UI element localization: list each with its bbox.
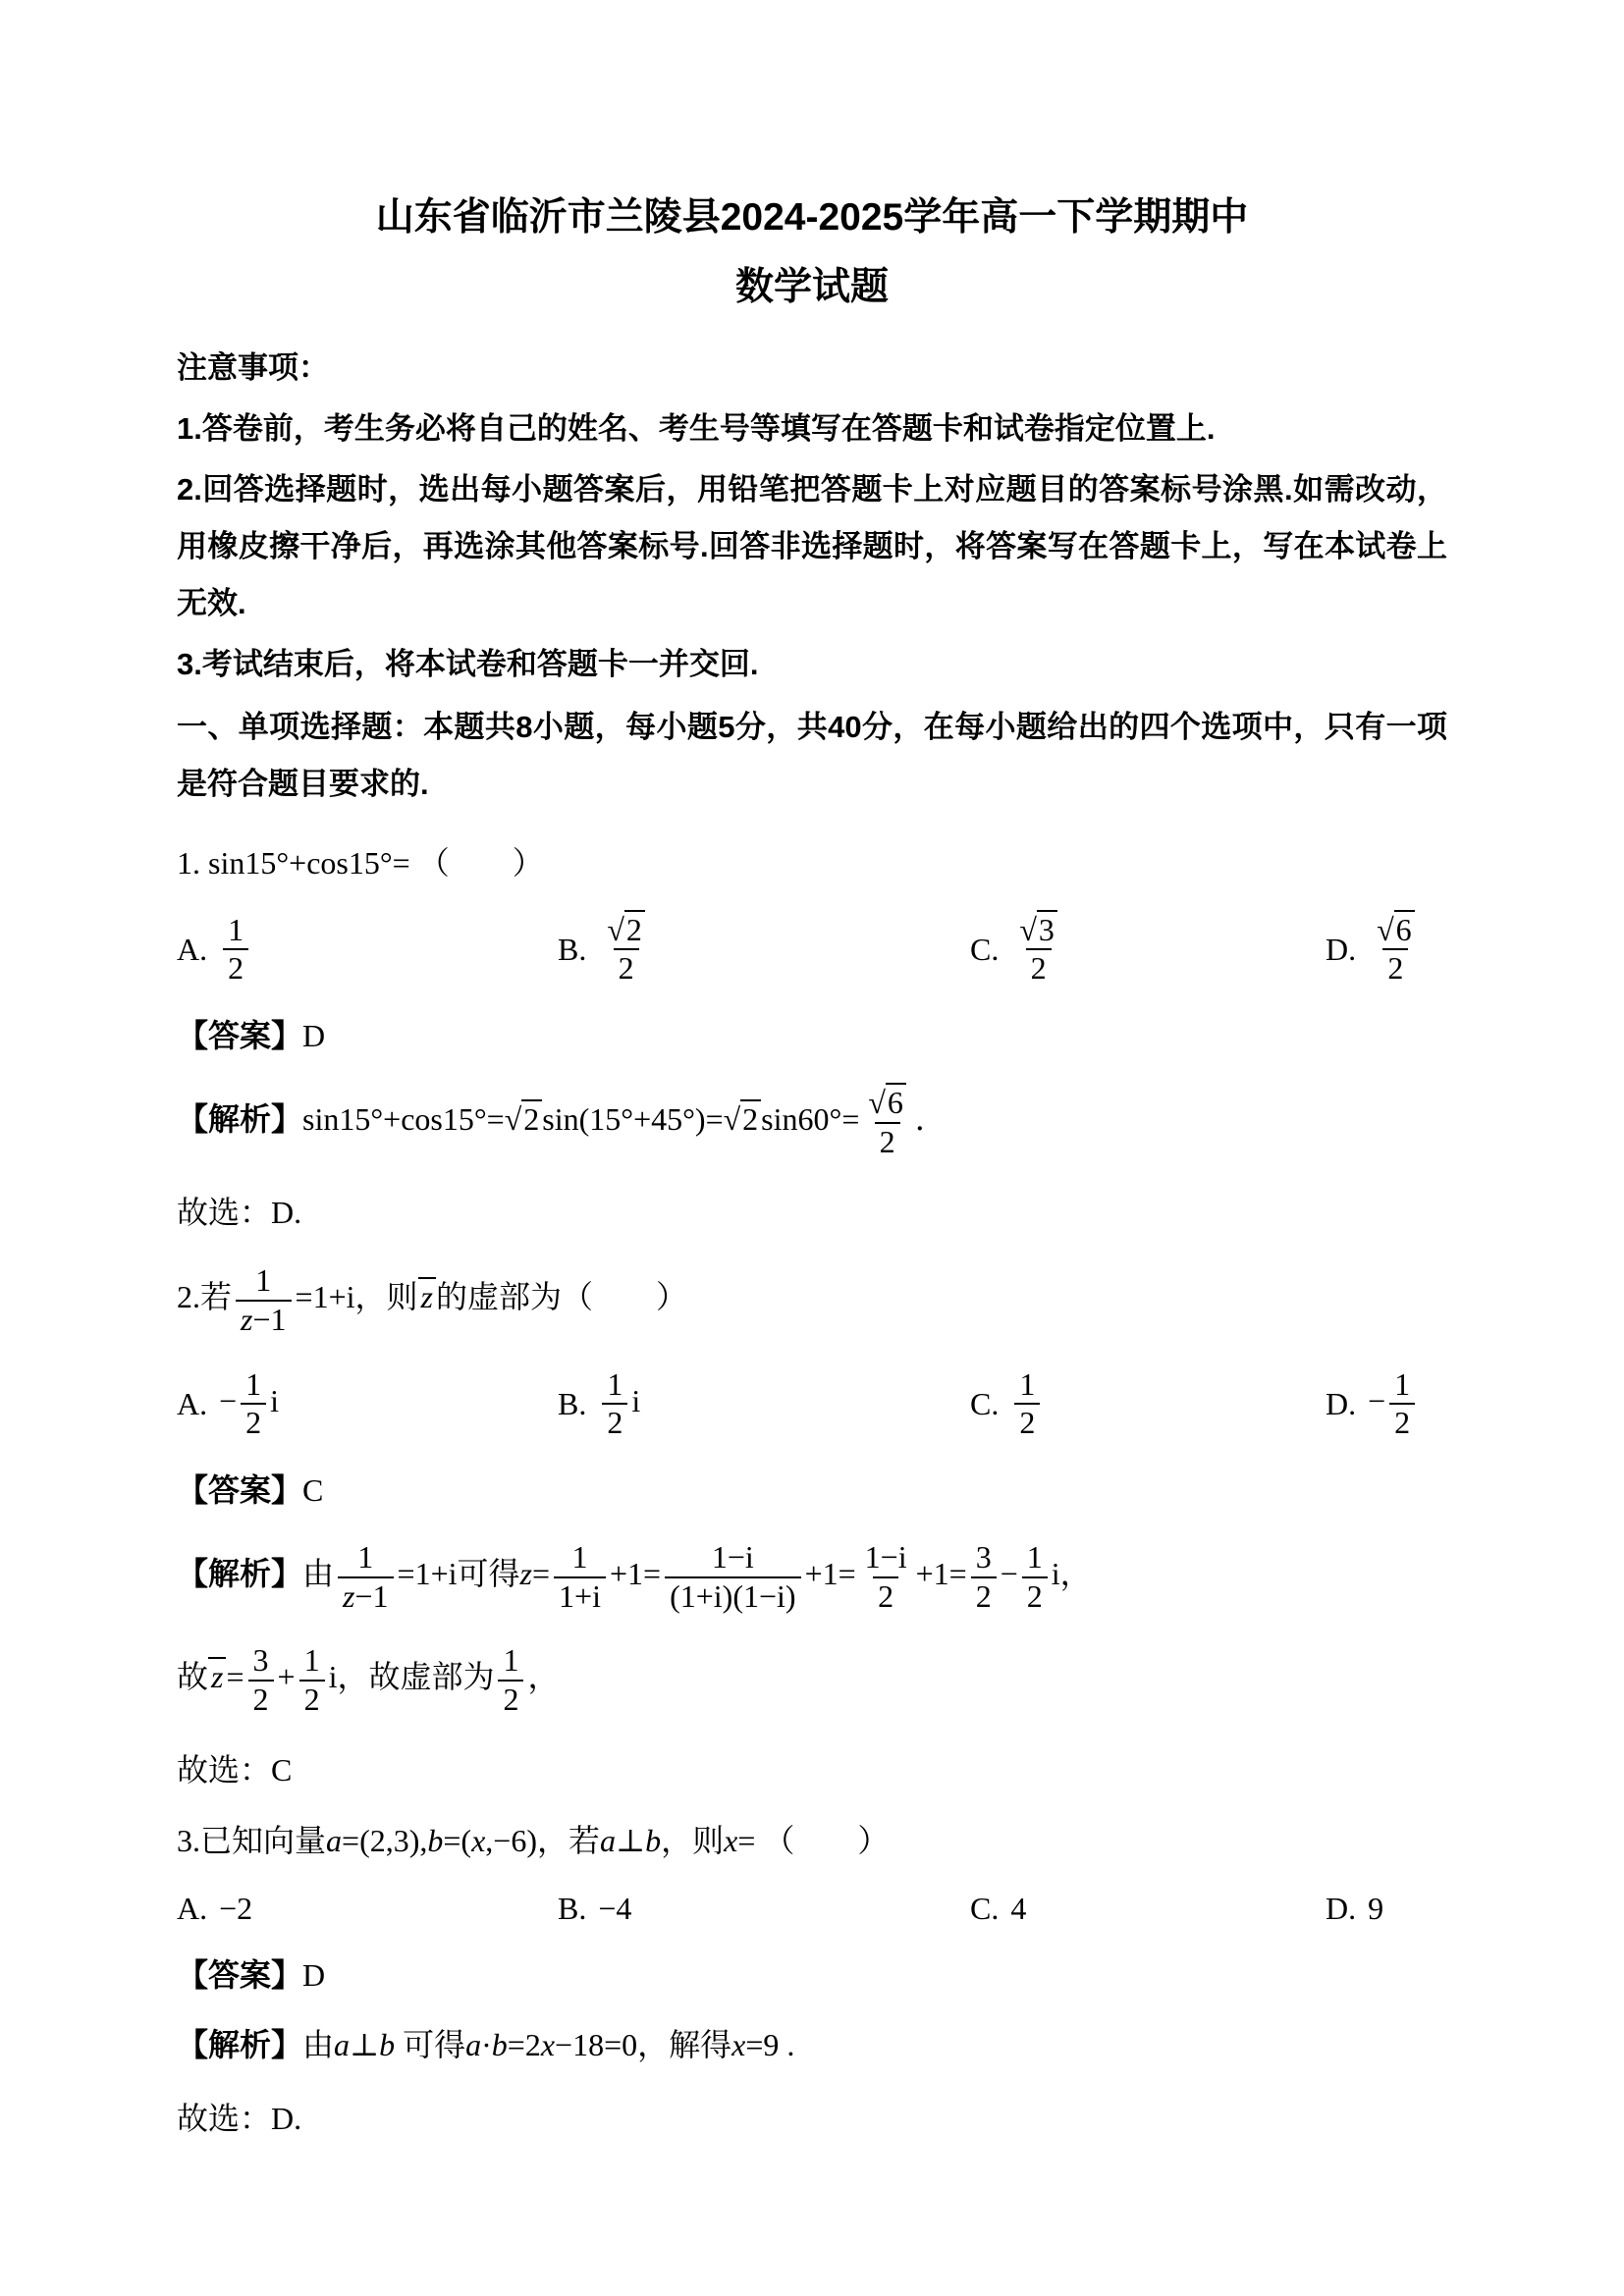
q2-option-a [177, 1366, 558, 1442]
section-heading: 一、单项选择题：本题共8小题，每小题5分，共40分，在每小题给出的四个选项中，只有一项是符合题目要求的. [177, 709, 1447, 801]
q2-analysis-tag: 【解析】 [177, 1555, 303, 1591]
fraction: $\frac{1}{2}$ [223, 914, 248, 986]
question-1-options [177, 912, 1447, 988]
q2-analysis-math: 由 $\frac{1}{z-1}$ =1+i可得z= $\frac{1}{1+i}$ +1= $\frac{1-i}{(1+i)(1-i)}$ +1= $\frac{1-i}{2}$ +1= $\frac{3}{2}$ − $\frac{1}{2}$ i， [302, 1539, 1092, 1614]
q3-option-d-label: D. [1326, 1890, 1357, 1926]
fraction: $\frac{1-i}{2}$ [864, 1539, 907, 1614]
question-2-conclusion: 故选：C [177, 1752, 293, 1789]
fraction: $\frac{1}{1+i}$ [554, 1541, 606, 1613]
question-1-analysis-line [177, 1085, 1447, 1160]
question-3 [177, 1820, 1447, 2139]
question-2 [177, 1262, 1447, 1790]
question-2-analysis-line [177, 1539, 1447, 1615]
q1-option-a-label: A. [177, 931, 208, 967]
q1-option-d-value [1368, 912, 1424, 988]
question-3-answer-line [177, 1954, 1447, 1997]
q3-option-c-label: C. [970, 1890, 1000, 1926]
sqrt-radical: √2 [505, 1099, 543, 1137]
q3-option-c [970, 1891, 1326, 1927]
fraction: $\frac{1-i}{(1+i)(1-i)}$ [665, 1541, 801, 1613]
q1-option-c-label: C. [970, 931, 1000, 967]
conjugate-overline: z [418, 1277, 436, 1315]
q1-option-d [1326, 912, 1447, 988]
q1-analysis-tag: 【解析】 [177, 1101, 303, 1138]
fraction: $\frac{3}{2}$ [971, 1541, 997, 1613]
question-3-analysis-line [177, 2024, 1447, 2066]
q3-option-d-value: 9 [1368, 1890, 1384, 1926]
q3-option-a-label: A. [177, 1890, 208, 1926]
q2-option-c [970, 1366, 1326, 1442]
q1-analysis-math: sin15°+cos15°=√2sin(15°+45°)=√2sin60°= $\frac{√6}{2}$ ． [302, 1085, 947, 1159]
q1-option-a-value [219, 912, 252, 988]
q3-answer-value: D [302, 1956, 326, 1993]
q2-option-d [1326, 1366, 1447, 1442]
q3-analysis-math: 由a⊥b 可得a·b=2x−18=0，解得x=9 . [302, 2026, 795, 2062]
sqrt-radical: √2 [607, 910, 645, 947]
q3-option-c-value: 4 [1010, 1890, 1027, 1926]
q2-option-b-value: $\frac{1}{2}$ i [598, 1366, 640, 1442]
q3-option-a [177, 1891, 558, 1927]
paper-title-line2: 数学试题 [734, 265, 889, 308]
q1-option-b-value [598, 912, 654, 988]
question-1 [177, 842, 1447, 1234]
q3-answer-tag: 【答案】 [177, 1956, 303, 1993]
q1-option-b [558, 912, 970, 988]
fraction: $\frac{√3}{2}$ [1014, 914, 1062, 986]
q1-answer-tag: 【答案】 [177, 1018, 303, 1054]
q2-option-a-label: A. [177, 1385, 208, 1421]
q2-answer-value: C [302, 1471, 324, 1508]
question-3-options [177, 1891, 1447, 1927]
q2-option-c-value [1010, 1366, 1044, 1442]
q1-option-c [970, 912, 1326, 988]
question-2-options [177, 1366, 1447, 1442]
sqrt-radical: √6 [1377, 910, 1415, 947]
q3-option-d [1326, 1891, 1447, 1927]
paper-title-line1: 山东省临沂市兰陵县2024-2025学年高一下学期期中 [375, 196, 1249, 239]
question-3-stem: 3.已知向量a=(2,3),b=(x,−6)，若a⊥b，则x= （ ） [177, 1823, 890, 1859]
q2-option-c-label: C. [970, 1385, 1000, 1421]
conjugate-overline: z [208, 1657, 226, 1695]
fraction: $\frac{1}{2}$ [1389, 1368, 1415, 1440]
q1-option-c-value [1010, 912, 1066, 988]
q2-option-d-label: D. [1326, 1385, 1357, 1421]
fraction: $\frac{1}{z-1}$ [236, 1264, 292, 1336]
question-2-answer-line [177, 1469, 1447, 1512]
q3-analysis-tag: 【解析】 [177, 2026, 303, 2062]
q2-option-a-value: − $\frac{1}{2}$ i [219, 1365, 280, 1441]
notice-heading: 注意事项： [177, 349, 329, 385]
q1-option-d-label: D. [1326, 931, 1357, 967]
fraction: $\frac{1}{z-1}$ [338, 1541, 394, 1613]
question-3-conclusion: 故选：D. [177, 2100, 302, 2136]
notice-item-1: 1.答卷前，考生务必将自己的姓名、考生号等填写在答题卡和试卷指定位置上. [177, 410, 1216, 446]
fraction: $\frac{√6}{2}$ [1372, 914, 1420, 986]
fraction: $\frac{√6}{2}$ [863, 1087, 911, 1158]
q2-option-b [558, 1366, 970, 1442]
question-1-stem: 1. sin15°+cos15°= （ ） [177, 844, 544, 881]
notice-item-3: 3.考试结束后，将本试卷和答题卡一并交回. [177, 646, 759, 681]
q2-answer-tag: 【答案】 [177, 1471, 303, 1508]
q3-option-b-label: B. [558, 1890, 587, 1926]
sqrt-radical: √2 [724, 1099, 762, 1137]
q1-answer-value: D [302, 1018, 326, 1054]
q3-option-a-value: −2 [219, 1890, 253, 1926]
q3-option-b-value: −4 [598, 1890, 632, 1926]
q2-option-d-value: − $\frac{1}{2}$ [1368, 1366, 1419, 1442]
fraction: $\frac{1}{2}$ [1014, 1368, 1040, 1440]
question-2-analysis-line-2: 故z= $\frac{3}{2}$ + $\frac{1}{2}$ i，故虚部为 $\frac{1}{2}$ ， [177, 1642, 560, 1717]
fraction: $\frac{3}{2}$ [248, 1644, 274, 1716]
fraction: $\frac{1}{2}$ [498, 1644, 523, 1716]
notice-item-2: 2.回答选择题时，选出每小题答案后，用铅笔把答题卡上对应题目的答案标号涂黑.如需改动，用橡皮擦干净后，再选涂其他答案标号.回答非选择题时，将答案写在答题卡上，写在本试卷上无效. [177, 471, 1447, 620]
fraction: $\frac{1}{2}$ [241, 1368, 266, 1440]
fraction: $\frac{1}{2}$ [602, 1368, 627, 1440]
q3-option-b [558, 1891, 970, 1927]
fraction: $\frac{√2}{2}$ [602, 914, 650, 986]
q2-option-b-label: B. [558, 1385, 587, 1421]
q1-option-a [177, 912, 558, 988]
sqrt-radical: √3 [1019, 910, 1057, 947]
question-1-conclusion: 故选：D. [177, 1195, 302, 1231]
fraction: $\frac{1}{2}$ [1022, 1541, 1048, 1613]
fraction: $\frac{1}{2}$ [299, 1644, 325, 1716]
sqrt-radical: √6 [868, 1083, 906, 1120]
question-2-stem: 2.若 $\frac{1}{z-1}$ =1+i，则z的虚部为（ ） [177, 1262, 687, 1338]
q1-option-b-label: B. [558, 931, 587, 967]
question-1-answer-line [177, 1015, 1447, 1057]
